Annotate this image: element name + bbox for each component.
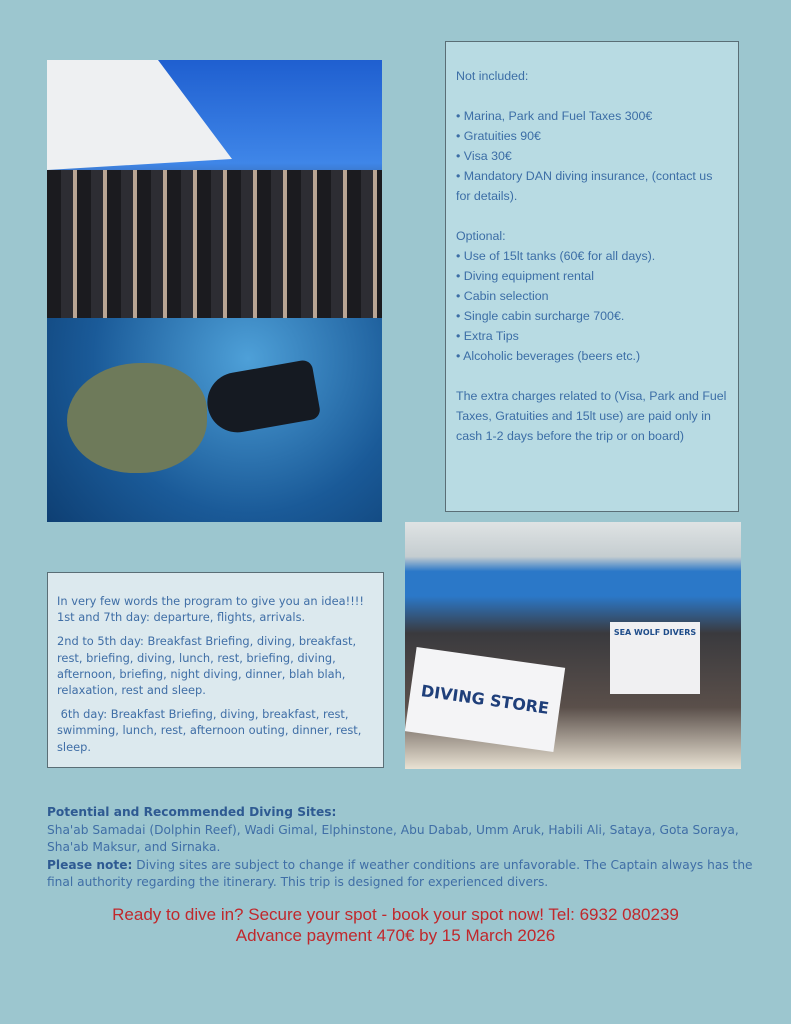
group-banner-photo [405,522,741,769]
boat-deck [47,60,232,170]
divers-group [47,170,382,318]
not-included-heading: Not included: [456,69,529,83]
sites-heading: Potential and Recommended Diving Sites: [47,805,337,819]
list-item: • Alcoholic beverages (beers etc.) [456,349,641,363]
cta-booking: Ready to dive in? Secure your spot - book your spot now! Tel: 6932 080239 [112,905,679,924]
boat-group-photo [47,60,382,318]
list-item: • Single cabin surcharge 700€. [456,309,625,323]
program-day6: 6th day: Breakfast Briefing, diving, breakfast, rest, swimming, lunch, rest, afternoon outing, dinner, rest, sleep. [57,707,365,754]
underwater-fish-photo [47,318,382,522]
not-included-box [445,41,739,512]
note-label: Please note: [47,857,133,872]
list-item: • Visa 30€ [456,149,512,163]
optional-heading: Optional: [456,229,506,243]
diving-sites-section [47,804,757,892]
program-intro: In very few words the program to give you an idea!!!! [57,594,364,608]
napoleon-fish [67,363,207,473]
list-item: • Gratuities 90€ [456,129,541,143]
diving-store-banner: DIVING STORE [405,647,565,752]
call-to-action [0,904,791,946]
sites-list: Sha'ab Samadai (Dolphin Reef), Wadi Gimal, Elphinstone, Abu Dabab, Umm Aruk, Habili Ali, Sataya, Gota Soraya, Sha'ab Maksur, and Sirnaka. [47,822,739,855]
list-item: • Extra Tips [456,329,519,343]
scuba-diver [203,359,322,437]
list-item: • Mandatory DAN diving insurance, (contact us for details). [456,169,713,203]
list-item: • Cabin selection [456,289,549,303]
program-box [47,572,384,768]
sea-wolf-banner: SEA WOLF DIVERS [610,622,700,694]
list-item: • Marina, Park and Fuel Taxes 300€ [456,109,653,123]
program-day2-5: 2nd to 5th day: Breakfast Briefing, diving, breakfast, rest, briefing, diving, lunch, rest, briefing, diving, afternoon, briefing, night diving, dinner, blah blah, relaxation, rest and sleep. [57,634,357,698]
list-item: • Use of 15lt tanks (60€ for all days). [456,249,656,263]
cta-payment: Advance payment 470€ by 15 March 2026 [235,926,556,945]
payment-note: The extra charges related to (Visa, Park and Fuel Taxes, Gratuities and 15lt use) are paid only in cash 1-2 days before the trip or on board) [456,389,727,443]
list-item: • Diving equipment rental [456,269,594,283]
sites-note: Diving sites are subject to change if weather conditions are unfavorable. The Captain always has the final authority regarding the itinerary. This trip is designed for experienced divers. [47,857,753,890]
program-day1-7: 1st and 7th day: departure, flights, arrivals. [57,610,306,625]
